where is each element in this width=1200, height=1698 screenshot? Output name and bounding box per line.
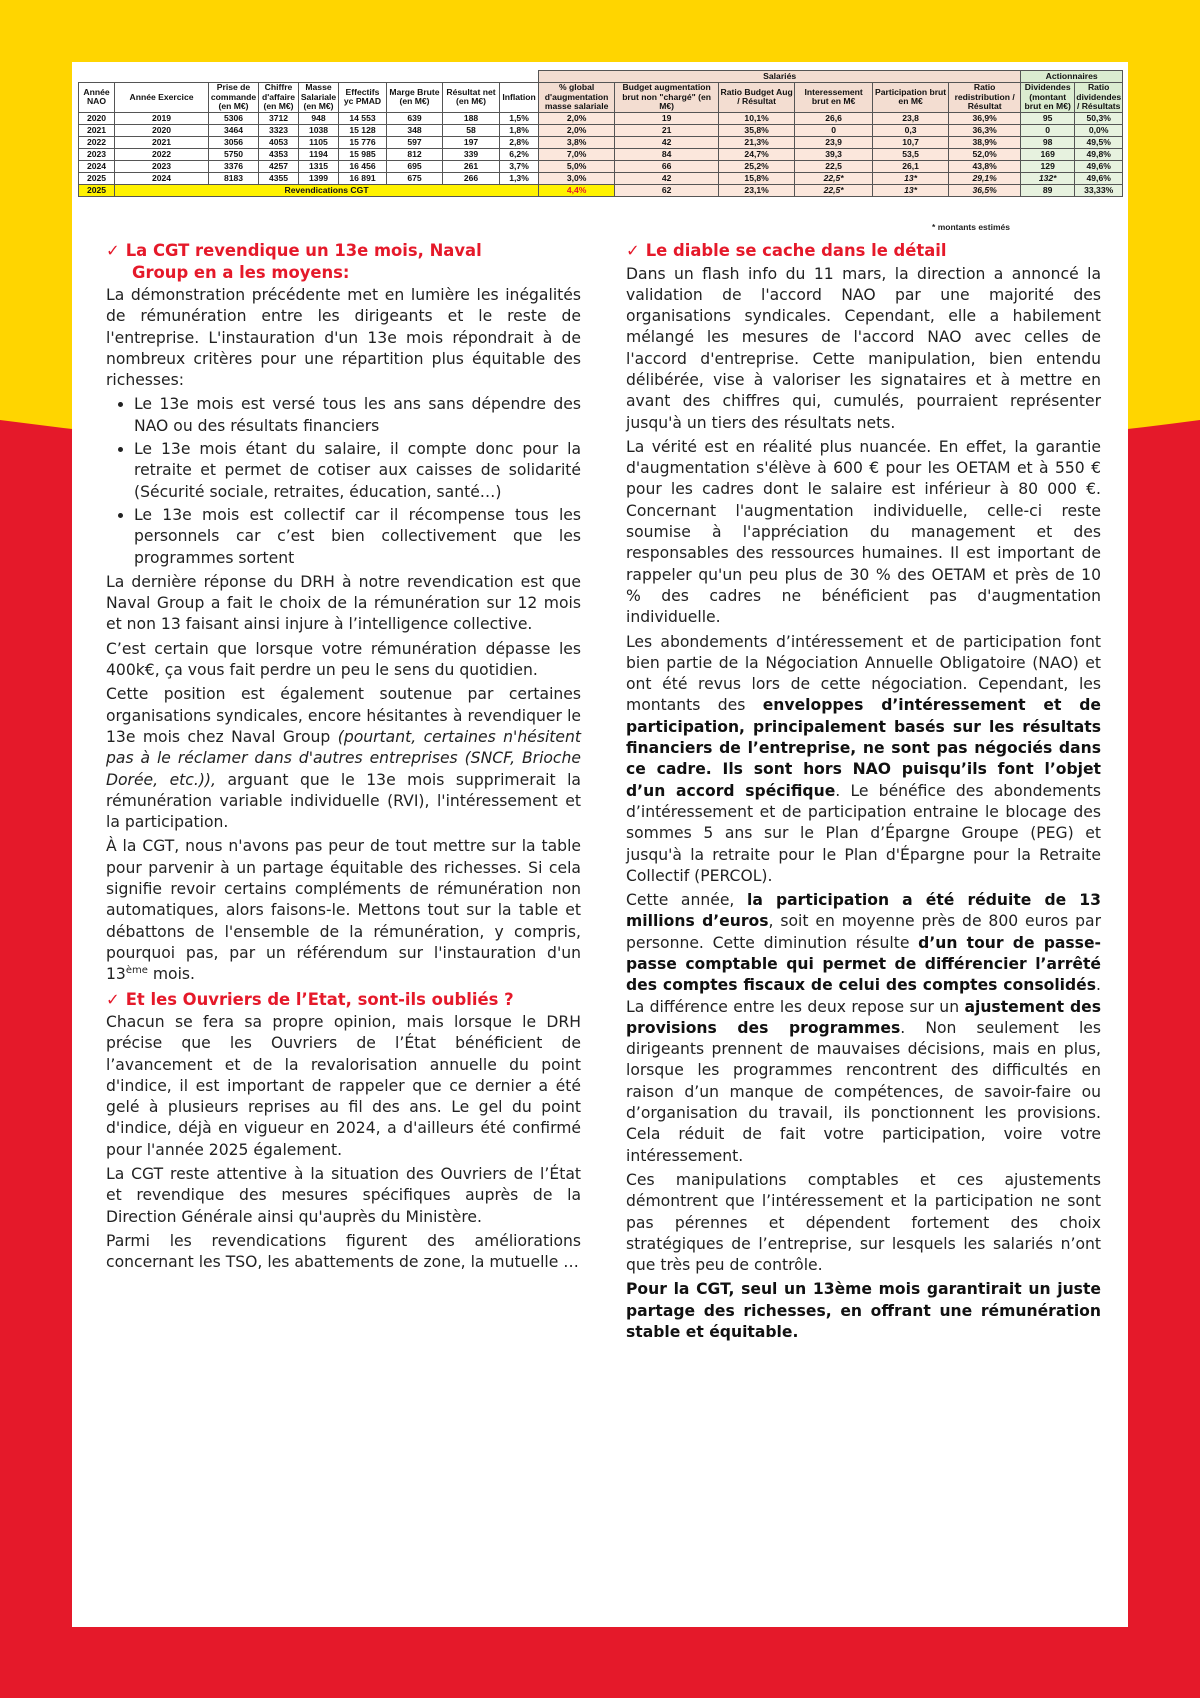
- table-cell: 1105: [299, 136, 339, 148]
- table-cell: 21: [615, 124, 719, 136]
- nao-table: [78, 70, 1123, 197]
- table-cell: 23,1%: [719, 184, 795, 196]
- table-cell: 2019: [115, 112, 209, 124]
- paragraph: La démonstration précédente met en lumière les inégalités de rémunération entre les dirigeants et le reste de l'entreprise. L'instauration d'un 13e mois répondrait à de nombreux critères pour une répartition plus équitable des richesses:: [106, 286, 581, 390]
- paragraph: C’est certain que lorsque votre rémunération dépasse les 400k€, ça vous fait perdre un peu le sens du quotidien.: [106, 639, 581, 680]
- table-cell: 3,0%: [539, 172, 615, 184]
- column-header: Chiffre d'affaire (en M€): [259, 83, 299, 113]
- table-cell: 129: [1021, 160, 1075, 172]
- table-cell: 948: [299, 112, 339, 124]
- paragraph: Cette position est également soutenue par certaines organisations syndicales, encore hésitantes à revendiquer le 13e mois chez Naval Group (pourtant, certaines n'hésitent pas à le réclamer dans d'autres entreprises (SNCF, Brioche Dorée, etc.)), arguant que le 13e mois supprimerait la rémunération variable individuelle (RVI), l'intéressement et la participation.: [106, 685, 581, 832]
- table-cell: 339: [443, 148, 500, 160]
- table-cell: 49,8%: [1075, 148, 1123, 160]
- table-cell: 22,5*: [795, 184, 873, 196]
- table-cell: 695: [387, 160, 443, 172]
- table-cell: 675: [387, 172, 443, 184]
- table-cell: 42: [615, 136, 719, 148]
- table-cell: 10,1%: [719, 112, 795, 124]
- table-cell: 36,9%: [949, 112, 1021, 124]
- paragraph: Les abondements d’intéressement et de participation font bien partie de la Négociation Annuelle Obligatoire (NAO) et ont été revus lors de cette négociation. Cependant, les montants des enveloppes d’intéressement et de participation, principalement basés sur les résultats financiers de l’entreprise, ne sont pas négociés dans ce cadre. Ils sont hors NAO puisqu’ils font l’objet d’un accord spécifique. Le bénéfice des abondements d’intéressement et de participation entraine le blocage des sommes 5 ans sur le Plan d’Épargne Groupe (PEG) et jusqu'à la retraite pour le Plan d'Épargne pour la Retraite Collectif (PERCOL).: [626, 632, 1101, 885]
- checkmark-icon: ✓: [106, 989, 120, 1009]
- table-cell: 33,33%: [1075, 184, 1123, 196]
- table-cell: 4355: [259, 172, 299, 184]
- column-header: Masse Salariale (en M€): [299, 83, 339, 113]
- table-row: [79, 160, 1123, 172]
- table-cell: 0: [795, 124, 873, 136]
- heading-ouvriers-etat: ✓ Et les Ouvriers de l’Etat, sont-ils oubliés ?: [106, 989, 514, 1009]
- table-cell: 23,8: [873, 112, 949, 124]
- total-row-label: Revendications CGT: [115, 184, 539, 196]
- list-item: • Le 13e mois étant du salaire, il compte donc pour la retraite et permet de cotiser aux caisses de solidarité (Sécurité sociale, retraites, éducation, santé…): [134, 439, 581, 503]
- table-cell: 639: [387, 112, 443, 124]
- table-cell: 2024: [115, 172, 209, 184]
- table-cell: 14 553: [339, 112, 387, 124]
- table-footnote: * montants estimés: [932, 222, 1010, 232]
- table-cell: 4257: [259, 160, 299, 172]
- table-cell: 26,1: [873, 160, 949, 172]
- table-cell: 3056: [209, 136, 259, 148]
- checkmark-icon: ✓: [106, 241, 120, 260]
- column-header: Participation brut en M€: [873, 83, 949, 113]
- table-cell: 35,8%: [719, 124, 795, 136]
- table-cell: 2025: [79, 172, 115, 184]
- table-cell: 132*: [1021, 172, 1075, 184]
- table-cell: 38,9%: [949, 136, 1021, 148]
- table-row: [79, 172, 1123, 184]
- table-cell: 2020: [79, 112, 115, 124]
- table-cell: 42: [615, 172, 719, 184]
- table-cell: 2021: [79, 124, 115, 136]
- table-cell: 8183: [209, 172, 259, 184]
- paragraph: La dernière réponse du DRH à notre revendication est que Naval Group a fait le choix de la rémunération sur 12 mois et non 13 faisant ainsi injure à l’intelligence collective.: [106, 572, 581, 634]
- table-cell: 13*: [873, 184, 949, 196]
- table-cell: 16 891: [339, 172, 387, 184]
- table-cell: 52,0%: [949, 148, 1021, 160]
- table-cell: 4,4%: [539, 184, 615, 196]
- table-cell: 16 456: [339, 160, 387, 172]
- table-cell: 4353: [259, 148, 299, 160]
- column-header: Ratio dividendes / Résultats: [1076, 82, 1122, 111]
- table-cell: 0,0%: [1075, 124, 1123, 136]
- column-header: Interessement brut en M€: [795, 83, 873, 113]
- table-cell: 39,3: [795, 148, 873, 160]
- column-header: Résultat net (en M€): [443, 83, 500, 113]
- table-cell: 22,5*: [795, 172, 873, 184]
- table-cell: 2,0%: [539, 124, 615, 136]
- table-row: [79, 112, 1123, 124]
- table-cell: 1399: [299, 172, 339, 184]
- column-header: Ratio Budget Aug / Résultat: [719, 83, 795, 113]
- column-header: Marge Brute (en M€): [387, 83, 443, 113]
- table-cell: 36,3%: [949, 124, 1021, 136]
- table-cell: 2,0%: [539, 112, 615, 124]
- bullet-list: [106, 394, 581, 568]
- paragraph: Ces manipulations comptables et ces ajustements démontrent que l’intéressement et la participation ne sont pas pérennes et dépendent fortement des choix stratégiques de l’entreprise, sur lesquels les salariés n’ont que très peu de contrôle.: [626, 1170, 1101, 1275]
- table-cell: 2023: [115, 160, 209, 172]
- table-cell: 3323: [259, 124, 299, 136]
- table-cell: 1,3%: [500, 172, 539, 184]
- table-cell: 89: [1021, 184, 1075, 196]
- column-header: Effectifs yc PMAD: [339, 83, 387, 113]
- conclusion-paragraph: Pour la CGT, seul un 13ème mois garantirait un juste partage des richesses, en offrant une rémunération stable et équitable.: [626, 1280, 1101, 1342]
- table-cell: 197: [443, 136, 500, 148]
- table-cell: 2025: [79, 184, 115, 196]
- table-cell: 261: [443, 160, 500, 172]
- column-header: Budget augmentation brut non "chargé" (en M€): [615, 83, 719, 113]
- paragraph: Cette année, la participation a été réduite de 13 millions d’euros, soit en moyenne près de 800 euros par personne. Cette diminution résulte d’un tour de passe-passe comptable qui permet de différencier l’arrêté des comptes fiscaux de celui des comptes consolidés. La différence entre les deux repose sur un ajustement des provisions des programmes. Non seulement les dirigeants prennent de mauvaises décisions, mais en plus, lorsque les programmes rencontrent des difficultés en raison d’un manque de compétences, de savoir-faire ou d’organisation du travail, ils ponctionnent les provisions. Cela réduit de fait votre participation, voire votre intéressement.: [626, 891, 1102, 1165]
- table-cell: 1,5%: [500, 112, 539, 124]
- table-cell: 3376: [209, 160, 259, 172]
- list-item: • Le 13e mois est collectif car il récompense tous les personnels car c’est bien collectivement que les programmes sortent: [134, 505, 581, 569]
- table-cell: 1315: [299, 160, 339, 172]
- paragraph: Dans un flash info du 11 mars, la direction a annoncé la validation de l'accord NAO par une majorité des organisations syndicales. Cependant, elle a habilement mélangé les mesures de l'accord NAO avec celles de l'accord d'entreprise. Cette manipulation, bien entendu délibérée, vise à valoriser les signataires et à mettre en avant des chiffres qui, cumulés, pourraient représenter jusqu'à un tiers des résultats nets.: [626, 264, 1101, 432]
- heading-13e-mois: ✓ La CGT revendique un 13e mois, Naval Group en a les moyens:: [106, 241, 482, 282]
- table-cell: 597: [387, 136, 443, 148]
- table-cell: 7,0%: [539, 148, 615, 160]
- table-cell: 5750: [209, 148, 259, 160]
- table-cell: 50,3%: [1075, 112, 1123, 124]
- nao-table-container: [78, 70, 1122, 197]
- table-cell: 3712: [259, 112, 299, 124]
- column-header: Ratio redistribution / Résultat: [949, 83, 1021, 113]
- table-cell: 66: [615, 160, 719, 172]
- checkmark-icon: ✓: [626, 241, 640, 260]
- column-header: % global d'augmentation masse salariale: [539, 83, 615, 113]
- table-cell: 95: [1021, 112, 1075, 124]
- table-cell: 62: [615, 184, 719, 196]
- table-cell: 5306: [209, 112, 259, 124]
- table-cell: 21,3%: [719, 136, 795, 148]
- column-header: Dividendes (montant brut en M€): [1021, 83, 1075, 113]
- table-cell: 2,8%: [500, 136, 539, 148]
- paragraph: La CGT reste attentive à la situation des Ouvriers de l’État et revendique des mesures spécifiques auprès de la Direction Générale ainsi qu'auprès du Ministère.: [106, 1165, 581, 1226]
- table-cell: 0: [1021, 124, 1075, 136]
- list-item: • Le 13e mois est versé tous les ans sans dépendre des NAO ou des résultats financiers: [134, 394, 581, 437]
- table-cell: 169: [1021, 148, 1075, 160]
- column-header: Prise de commande (en M€): [209, 83, 259, 113]
- table-cell: 53,5: [873, 148, 949, 160]
- table-cell: 2022: [115, 148, 209, 160]
- heading-diable-detail: ✓ Le diable se cache dans le détail: [626, 241, 947, 260]
- table-cell: 58: [443, 124, 500, 136]
- paragraph: À la CGT, nous n'avons pas peur de tout mettre sur la table pour parvenir à un partage équitable des richesses. Si cela signifie revoir certains compléments de rémunération non automatiques, alors faisons-le. Mettons tout sur la table et débattons de l'ensemble de la rémunération, y compris, pourquoi pas, par un référendum sur l'instauration d'un 13ème mois.: [106, 837, 581, 984]
- table-cell: 10,7: [873, 136, 949, 148]
- table-cell: 3,7%: [500, 160, 539, 172]
- paragraph: Chacun se fera sa propre opinion, mais lorsque le DRH précise que les Ouvriers de l’État bénéficient de l’avancement et de la revalorisation annuelle du point d'indice, il est important de rappeler que ce dernier a été gelé à plusieurs reprises au fil des ans. Le gel du point d'indice, déjà en vigueur en 2024, a d'ailleurs été confirmé pour l'année 2025 également.: [106, 1013, 581, 1159]
- paragraph: La vérité est en réalité plus nuancée. En effet, la garantie d'augmentation s'élève à 600 € pour les OETAM et à 550 € pour les cadres dont le salaire est inférieur à 80 000 €. Concernant l'augmentation individuelle, celle-ci reste soumise à l'appréciation du management et des responsables des ressources humaines. Il est important de rappeler qu'un peu plus de 30 % des OETAM et près de 10 % des cadres ne bénéficient pas d'augmentation individuelle.: [626, 437, 1101, 627]
- right-column: [626, 240, 1101, 1346]
- table-cell: 2021: [115, 136, 209, 148]
- table-cell: 43,8%: [949, 160, 1021, 172]
- table-cell: 25,2%: [719, 160, 795, 172]
- table-cell: 49,5%: [1075, 136, 1123, 148]
- table-cell: 2023: [79, 148, 115, 160]
- table-cell: 15,8%: [719, 172, 795, 184]
- table-cell: 98: [1021, 136, 1075, 148]
- table-cell: 1,8%: [500, 124, 539, 136]
- table-cell: 188: [443, 112, 500, 124]
- column-header: Inflation: [500, 83, 539, 113]
- table-cell: 15 776: [339, 136, 387, 148]
- table-cell: 2020: [115, 124, 209, 136]
- table-cell: 24,7%: [719, 148, 795, 160]
- document-page: [72, 62, 1128, 1627]
- group-header-actionnaires: Actionnaires: [1021, 71, 1123, 83]
- table-cell: 4053: [259, 136, 299, 148]
- table-cell: 36,5%: [949, 184, 1021, 196]
- table-header-row: [79, 83, 1123, 113]
- column-header: Année Exercice: [115, 83, 209, 113]
- table-cell: 1194: [299, 148, 339, 160]
- table-cell: 84: [615, 148, 719, 160]
- table-row: [79, 124, 1123, 136]
- table-row: [79, 136, 1123, 148]
- table-cell: 6,2%: [500, 148, 539, 160]
- left-column: [106, 240, 581, 1277]
- table-cell: 812: [387, 148, 443, 160]
- table-cell: 49,6%: [1075, 160, 1123, 172]
- table-cell: 3464: [209, 124, 259, 136]
- group-header-salaries: Salariés: [539, 71, 1021, 83]
- table-cell: 2024: [79, 160, 115, 172]
- table-cell: 15 985: [339, 148, 387, 160]
- table-cell: 0,3: [873, 124, 949, 136]
- table-cell: 23,9: [795, 136, 873, 148]
- table-cell: 26,6: [795, 112, 873, 124]
- table-cell: 2022: [79, 136, 115, 148]
- table-cell: 29,1%: [949, 172, 1021, 184]
- column-header: Année NAO: [79, 83, 115, 113]
- table-cell: 5,0%: [539, 160, 615, 172]
- table-body: [79, 112, 1123, 196]
- table-group-header-row: [79, 71, 1123, 83]
- table-cell: 19: [615, 112, 719, 124]
- table-cell: 13*: [873, 172, 949, 184]
- table-row: [79, 148, 1123, 160]
- table-cell: 348: [387, 124, 443, 136]
- table-total-row: [79, 184, 1123, 196]
- table-cell: 3,8%: [539, 136, 615, 148]
- paragraph: Parmi les revendications figurent des améliorations concernant les TSO, les abattements de zone, la mutuelle …: [106, 1231, 581, 1272]
- table-cell: 15 128: [339, 124, 387, 136]
- table-cell: 266: [443, 172, 500, 184]
- table-cell: 49,6%: [1075, 172, 1123, 184]
- table-cell: 1038: [299, 124, 339, 136]
- table-cell: 22,5: [795, 160, 873, 172]
